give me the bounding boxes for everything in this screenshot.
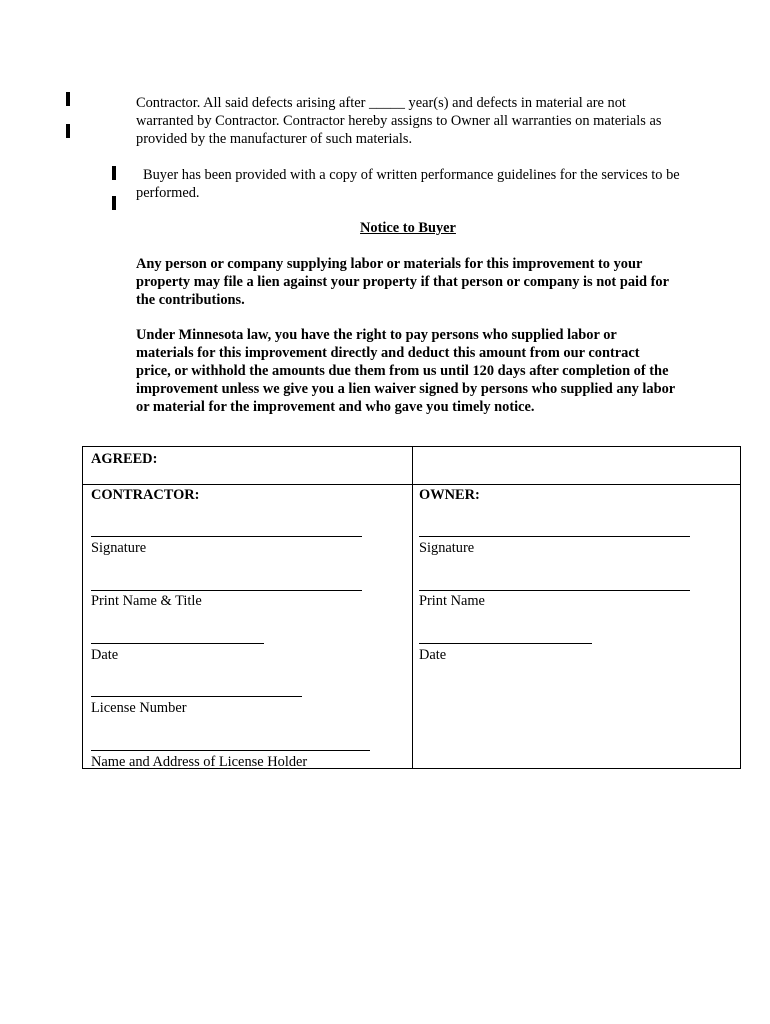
license-holder-line[interactable] — [91, 750, 370, 751]
owner-print-name-line[interactable] — [419, 590, 690, 591]
contractor-print-name-line[interactable] — [91, 590, 362, 591]
change-bar-2 — [66, 124, 70, 138]
table-column-divider — [412, 447, 413, 768]
notice-heading: Notice to Buyer — [360, 220, 456, 236]
owner-signature-line[interactable] — [419, 536, 690, 537]
warranty-paragraph: Contractor. All said defects arising after _____ year(s) and defects in material are not warranted by Contractor. Contractor hereby assigns to Owner all warranties on materials as provided by the manufacturer of such materials. — [136, 95, 662, 147]
table-row-divider — [83, 484, 740, 485]
notice-paragraph-lien: Any person or company supplying labor or materials for this improvement to your property may file a lien against your property if that person or company is not paid for the contributions. — [136, 256, 669, 308]
owner-label: OWNER: — [419, 487, 480, 503]
contractor-signature-label: Signature — [91, 540, 147, 556]
owner-signature-label: Signature — [419, 540, 475, 556]
owner-date-label: Date — [419, 647, 447, 663]
signature-table — [82, 446, 741, 769]
change-bar-4 — [112, 196, 116, 210]
contractor-print-name-label: Print Name & Title — [91, 593, 202, 609]
license-holder-label: Name and Address of License Holder — [91, 754, 308, 770]
license-number-label: License Number — [91, 700, 187, 716]
owner-date-line[interactable] — [419, 643, 592, 644]
contractor-date-label: Date — [91, 647, 119, 663]
owner-print-name-label: Print Name — [419, 593, 485, 609]
change-bar-1 — [66, 92, 70, 106]
notice-paragraph-law: Under Minnesota law, you have the right to pay persons who supplied labor or materials for this improvement directly and deduct this amount from our contract price, or withhold the amounts due them from us until 120 days after completion of the improvement unless we give you a lien waiver signed by persons who supplied any labor or material for the improvement and who gave you timely notice. — [136, 327, 675, 415]
guidelines-paragraph: Buyer has been provided with a copy of written performance guidelines for the services to be performed. — [136, 167, 680, 201]
license-number-line[interactable] — [91, 696, 302, 697]
contractor-signature-line[interactable] — [91, 536, 362, 537]
change-bar-3 — [112, 166, 116, 180]
contractor-label: CONTRACTOR: — [91, 487, 200, 503]
agreed-label: AGREED: — [91, 451, 158, 467]
contractor-date-line[interactable] — [91, 643, 264, 644]
